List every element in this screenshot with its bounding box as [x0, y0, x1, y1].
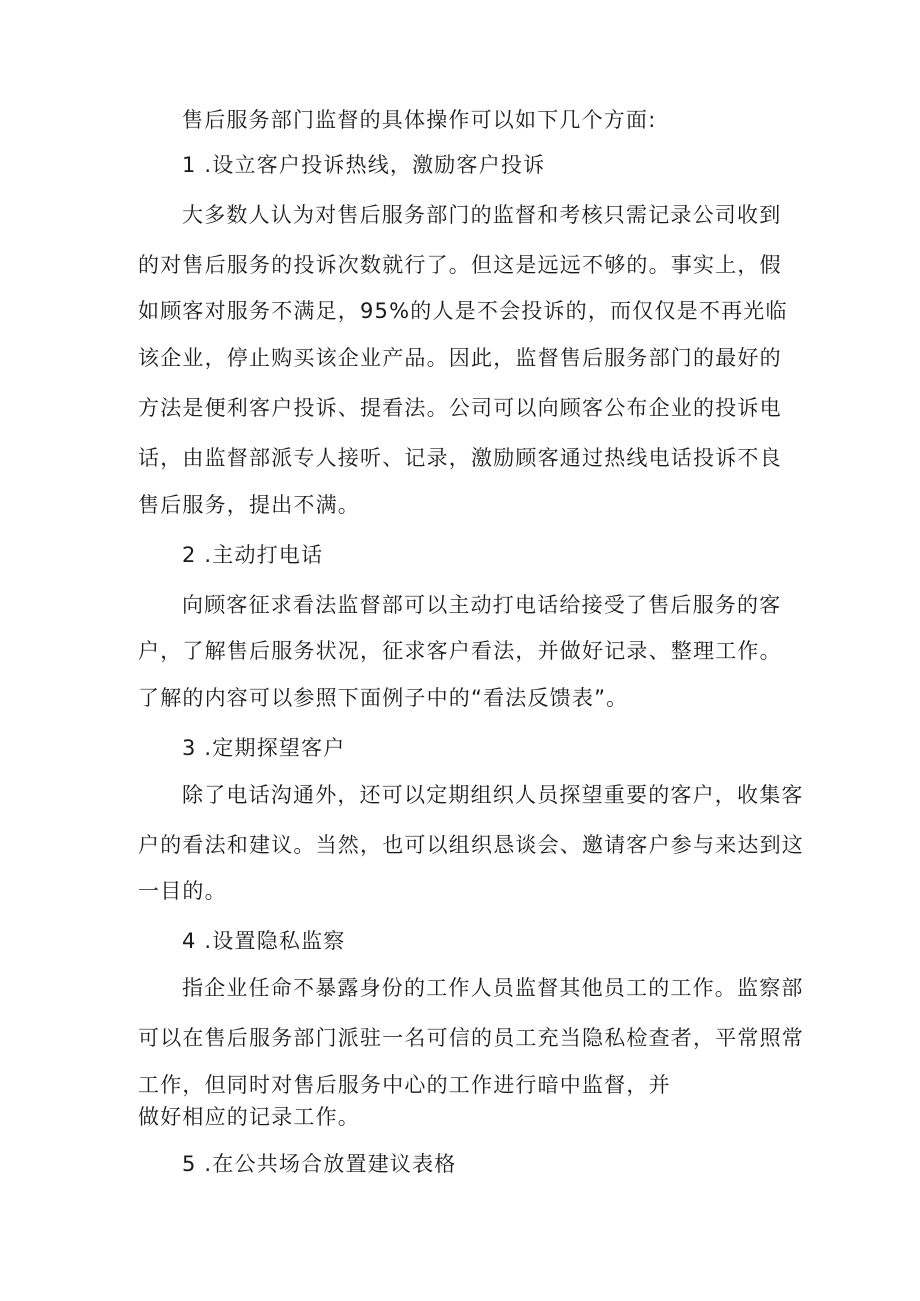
paragraph-line: 话，由监督部派专人接听、记录，激励顾客通过热线电话投诉不良	[138, 446, 782, 470]
paragraph-line: 了解的内容可以参照下面例子中的“看法反馈表”。	[138, 686, 629, 710]
paragraph-line: 该企业，停止购买该企业产品。因此，监督售后服务部门的最好的	[138, 346, 782, 370]
intro-paragraph: 售后服务部门监督的具体操作可以如下几个方面:	[182, 108, 657, 132]
section-heading-5: 5 .在公共场合放置建议表格	[182, 1152, 457, 1176]
paragraph-line: 户的看法和建议。当然，也可以组织恳谈会、邀请客户参与来达到这	[138, 833, 804, 857]
paragraph-line: 一目的。	[138, 879, 227, 903]
section-heading-4: 4 .设置隐私监察	[182, 929, 346, 953]
section-heading-3: 3 .定期探望客户	[182, 736, 346, 760]
paragraph-line: 的对售后服务的投诉次数就行了。但这是远远不够的。事实上，假	[138, 253, 782, 277]
paragraph-line: 做好相应的记录工作。	[138, 1105, 360, 1129]
paragraph-line: 指企业任命不暴露身份的工作人员监督其他员工的工作。监察部	[182, 976, 804, 1000]
paragraph-line: 除了电话沟通外，还可以定期组织人员探望重要的客户，收集客	[182, 783, 804, 807]
paragraph-line: 大多数人认为对售后服务部门的监督和考核只需记录公司收到	[182, 203, 782, 227]
paragraph-line: 工作，但同时对售后服务中心的工作进行暗中监督，并	[138, 1073, 671, 1097]
paragraph-line: 户，了解售后服务状况，征求客户看法，并做好记录、整理工作。	[138, 639, 782, 663]
paragraph-line: 售后服务，提出不满。	[138, 493, 360, 517]
section-heading-2: 2 .主动打电话	[182, 543, 324, 567]
section-heading-1: 1 .设立客户投诉热线，激励客户投诉	[182, 153, 546, 177]
paragraph-line: 向顾客征求看法监督部可以主动打电话给接受了售后服务的客	[182, 593, 782, 617]
paragraph-line: 可以在售后服务部门派驻一名可信的员工充当隐私检查者，平常照常	[138, 1026, 804, 1050]
paragraph-line: 如顾客对服务不满足，95%的人是不会投诉的，而仅仅是不再光临	[138, 299, 788, 323]
paragraph-line: 方法是便利客户投诉、提看法。公司可以向顾客公布企业的投诉电	[138, 396, 782, 420]
